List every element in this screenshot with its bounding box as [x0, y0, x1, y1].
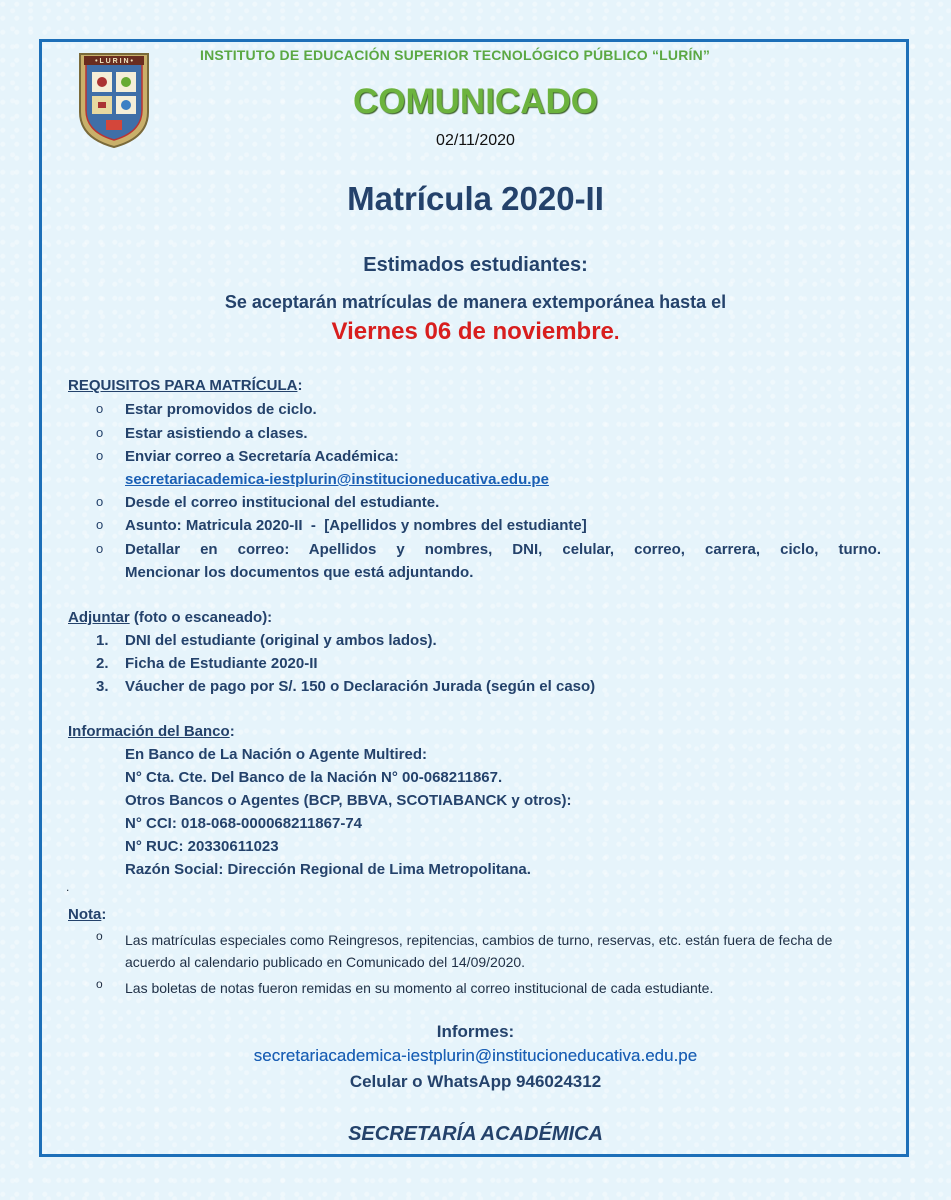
- informes-phone: Celular o WhatsApp 946024312: [349, 1072, 602, 1091]
- requisito-text: Asunto: Matricula 2020-II - [Apellidos y nombres del estudiante]: [125, 517, 587, 534]
- email-link[interactable]: secretariacademica-iestplurin@institucioneducativa.edu.pe: [125, 471, 549, 488]
- requisito-text: Mencionar los documentos que está adjuntando.: [125, 564, 474, 581]
- bank-line: Razón Social: Dirección Regional de Lima Metropolitana.: [125, 861, 531, 878]
- adjuntar-title: Adjuntar: [68, 609, 130, 626]
- greeting: Estimados estudiantes:: [363, 254, 588, 276]
- main-heading: Matrícula 2020-II: [347, 180, 604, 217]
- requisito-text: Desde el correo institucional del estudiante.: [125, 494, 440, 511]
- institute-name: INSTITUTO DE EDUCACIÓN SUPERIOR TECNOLÓGICO PÚBLICO “LURÍN”: [200, 47, 711, 63]
- bank-line: N° RUC: 20330611023: [125, 838, 279, 855]
- bank-line: En Banco de La Nación o Agente Multired:: [125, 746, 427, 763]
- banco-heading: [68, 723, 235, 740]
- bank-line: N° Cta. Cte. Del Banco de la Nación N° 00-068211867.: [125, 769, 503, 786]
- bank-line: N° CCI: 018-068-000068211867-74: [125, 815, 362, 832]
- nota-title: Nota: [68, 906, 102, 923]
- informes-email[interactable]: secretariacademica-iestplurin@institucioneducativa.edu.pe: [253, 1046, 698, 1065]
- nota-colon: :: [101, 906, 107, 923]
- adjuntar-suffix: (foto o escaneado):: [129, 609, 273, 626]
- requisitos-colon: :: [297, 377, 303, 394]
- bullet-marker: o: [96, 929, 103, 943]
- bullet-marker: o: [96, 401, 104, 416]
- bullet-marker: o: [96, 494, 104, 509]
- nota-text: Las matrículas especiales como Reingresos, repitencias, cambios de turno, reservas, etc. están fuera de fecha de acuerdo al calendario publicado en Comunicado del 14/09/2020.: [125, 932, 833, 970]
- requisito-text: Estar promovidos de ciclo.: [125, 401, 317, 418]
- adjuntar-text: Ficha de Estudiante 2020-II: [125, 655, 318, 672]
- bullet-marker: o: [96, 448, 104, 463]
- bullet-marker: o: [96, 977, 103, 991]
- bank-line: Otros Bancos o Agentes (BCP, BBVA, SCOTIABANCK y otros):: [125, 792, 572, 809]
- deadline-text: [0, 318, 951, 346]
- banco-colon: :: [229, 723, 235, 740]
- banco-title: Información del Banco: [68, 723, 230, 740]
- adjuntar-text: Váucher de pago por S/. 150 o Declaración Jurada (según el caso): [125, 678, 596, 695]
- deadline-date: Viernes 06 de noviembre: [331, 318, 614, 345]
- communique-date: 02/11/2020: [436, 132, 515, 149]
- nota-heading: [68, 906, 106, 923]
- adjuntar-heading: [68, 609, 272, 626]
- nota-text: Las boletas de notas fueron remidas en su momento al correo institucional de cada estudiante.: [125, 980, 714, 996]
- logo-text: • L U R I N •: [95, 58, 133, 65]
- bullet-marker: o: [96, 425, 104, 440]
- adjuntar-text: DNI del estudiante (original y ambos lados).: [125, 632, 437, 649]
- deadline-period: .: [613, 322, 620, 344]
- requisito-text: Enviar correo a Secretaría Académica:: [125, 448, 399, 465]
- communique-title: COMUNICADO: [353, 82, 598, 121]
- number-marker: 3.: [96, 678, 109, 695]
- stray-dot: .: [66, 880, 70, 894]
- requisitos-heading: [68, 377, 302, 394]
- requisito-text: Detallar en correo: Apellidos y nombres, DNI, celular, correo, carrera, ciclo, turno.: [125, 541, 881, 558]
- signature: SECRETARÍA ACADÉMICA: [348, 1123, 603, 1145]
- notice-text: Se aceptarán matrículas de manera extemporánea hasta el: [224, 292, 727, 312]
- requisito-text: Estar asistiendo a clases.: [125, 425, 308, 442]
- number-marker: 1.: [96, 632, 109, 649]
- bullet-marker: o: [96, 517, 104, 532]
- bullet-marker: o: [96, 541, 104, 556]
- informes-title: Informes:: [436, 1022, 515, 1041]
- requisitos-title: REQUISITOS PARA MATRÍCULA: [68, 377, 298, 394]
- number-marker: 2.: [96, 655, 109, 672]
